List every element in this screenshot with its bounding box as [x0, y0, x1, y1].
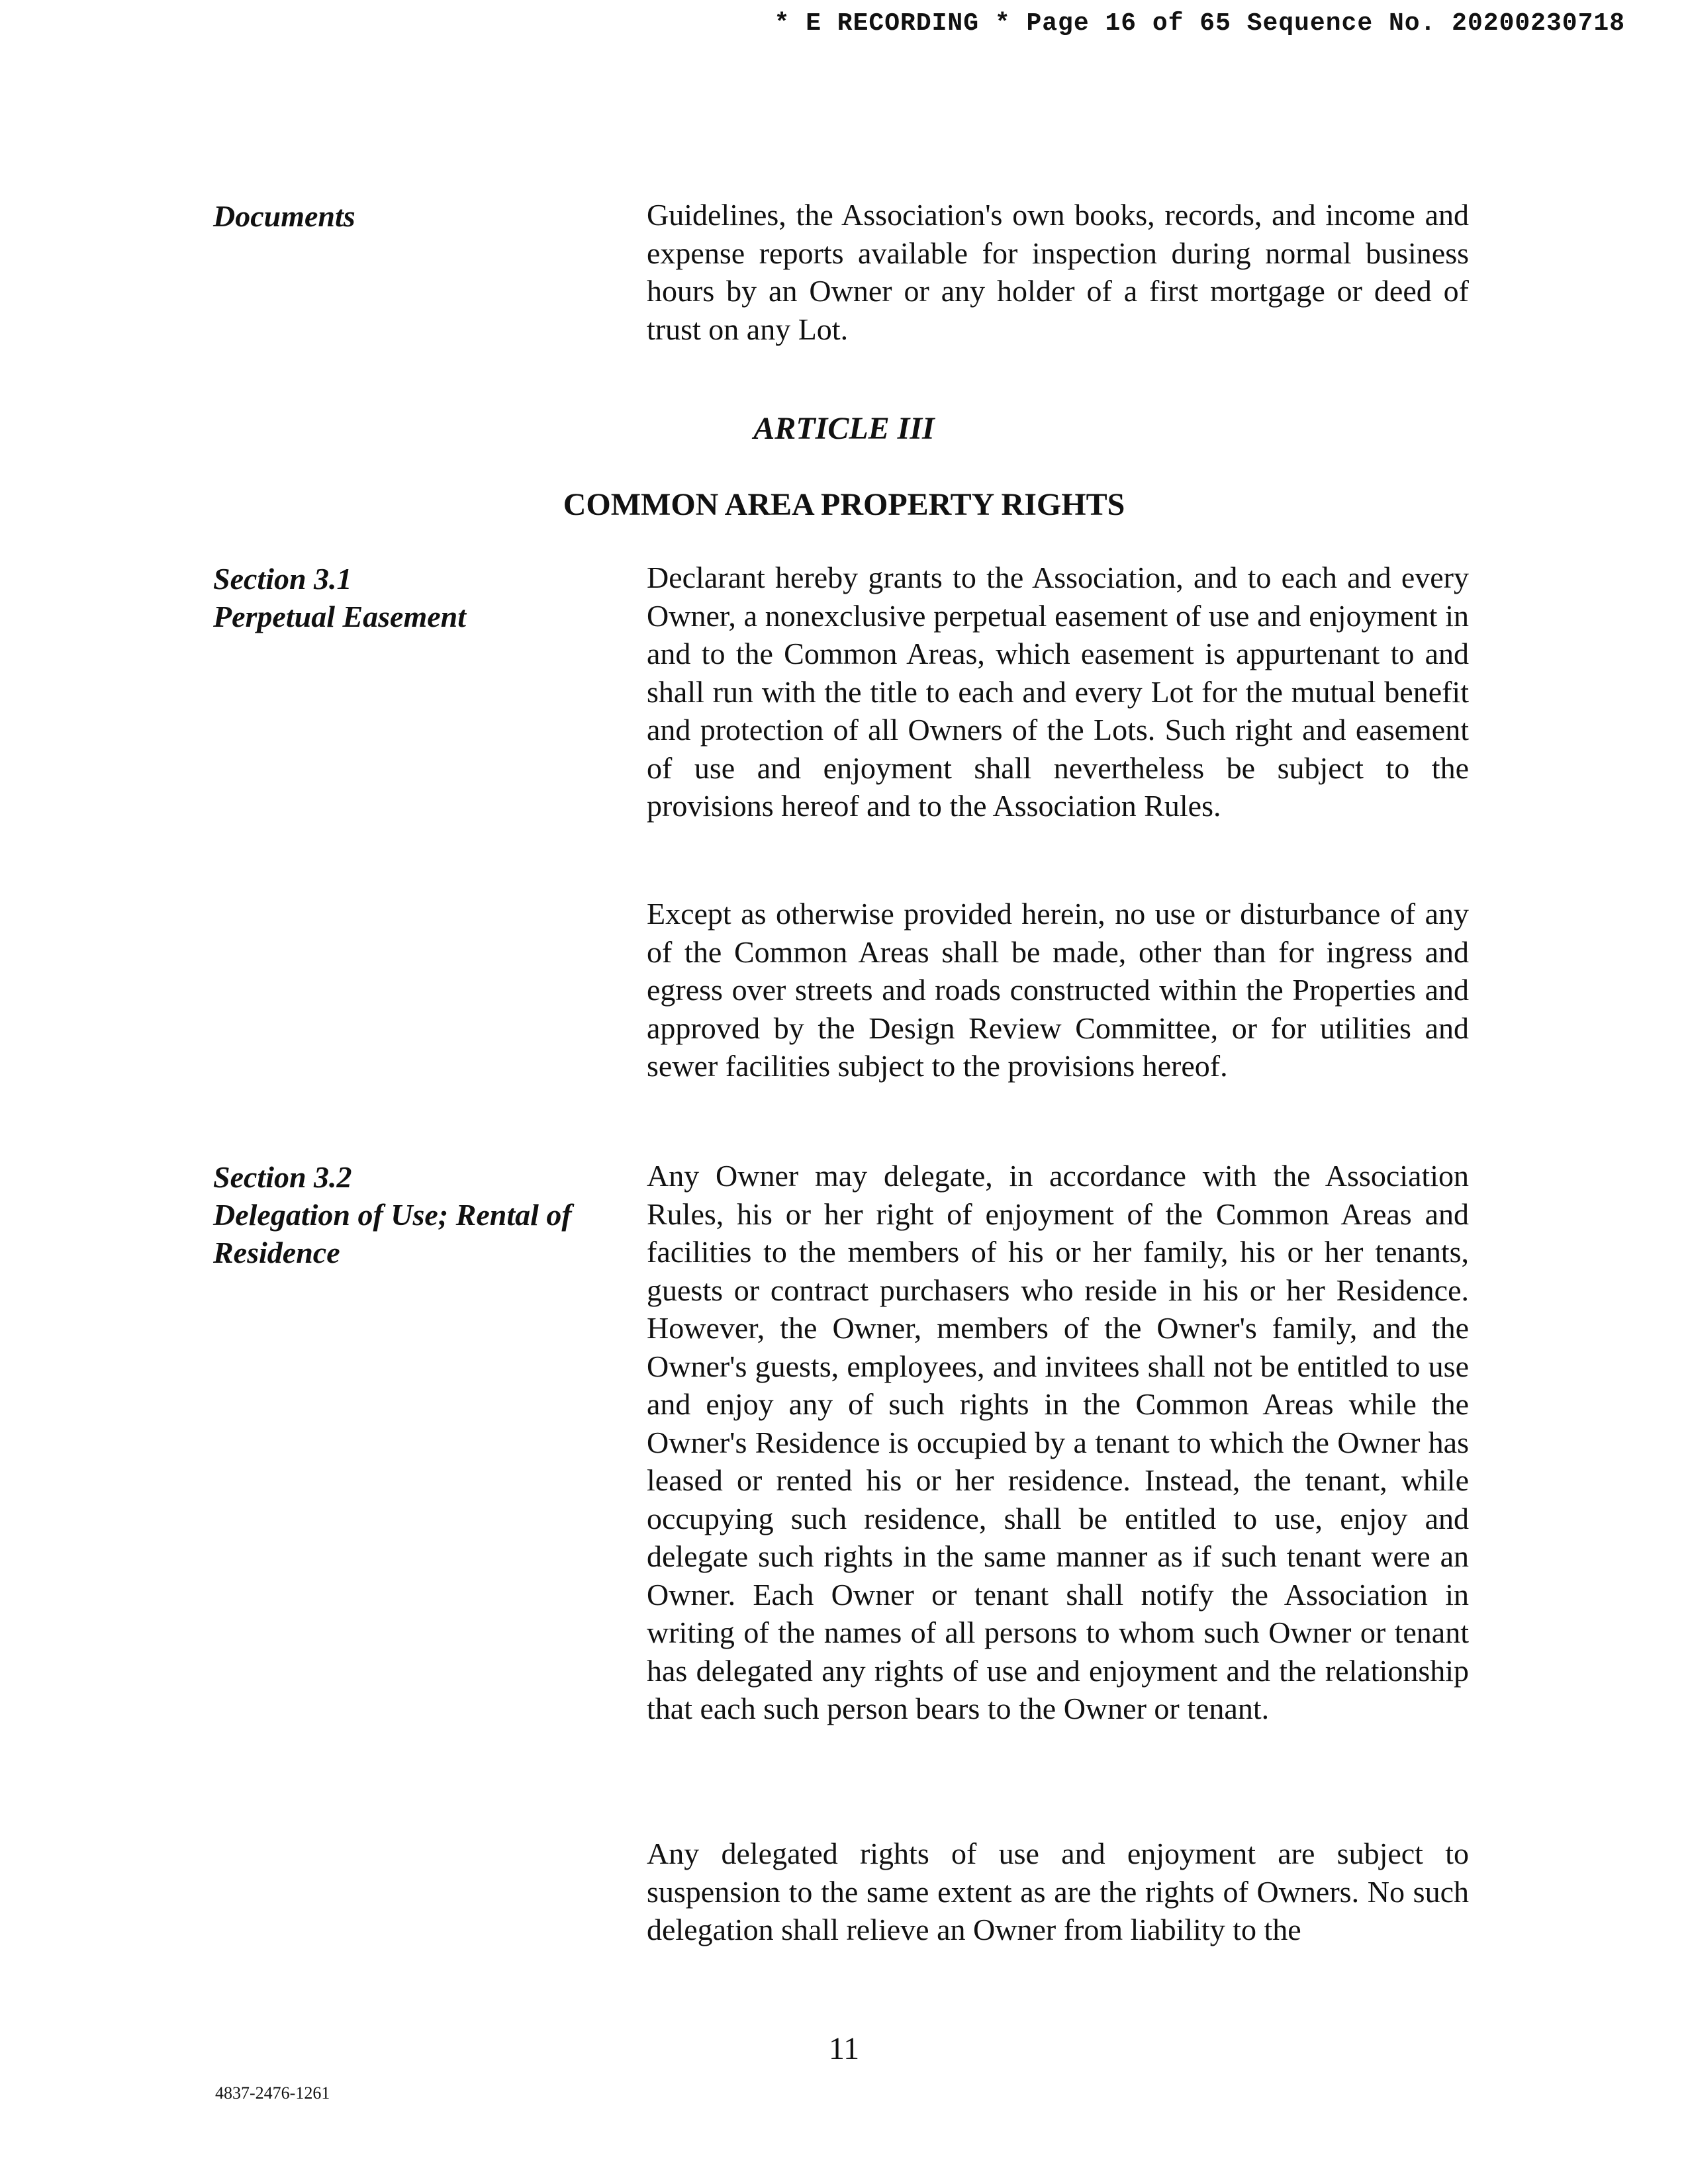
- section-3-1-title: Perpetual Easement: [213, 600, 467, 633]
- continuation-label: Documents: [213, 199, 355, 233]
- recording-header: * E RECORDING * Page 16 of 65 Sequence No. 20200230718: [774, 9, 1625, 38]
- section-3-2-label: [213, 1158, 624, 1271]
- page-number: 11: [828, 2031, 860, 2066]
- document-id: 4837-2476-1261: [215, 2083, 330, 2103]
- section-3-1-label: [213, 560, 624, 635]
- section-3-1-number: Section 3.1: [213, 562, 352, 596]
- section-3-2-title-line-1: Delegation of Use; Rental of: [213, 1198, 572, 1232]
- section-3-1-paragraph-2: Except as otherwise provided herein, no use or disturbance of any of the Common Areas shall be made, other than for ingress and egress over streets and roads constructed within the Properties and approved by the Design Review Committee, or for utilities and sewer facilities subject to the provisions hereof.: [647, 897, 1469, 1083]
- section-3-2-paragraph-2: Any delegated rights of use and enjoyment are subject to suspension to the same extent as are the rights of Owners. No such delegation shall relieve an Owner from liability to the: [647, 1837, 1469, 1946]
- article-title: COMMON AREA PROPERTY RIGHTS: [563, 487, 1125, 522]
- section-3-2-title-line-2: Residence: [213, 1236, 340, 1269]
- section-3-2-number: Section 3.2: [213, 1160, 352, 1194]
- section-3-2-paragraph-1: Any Owner may delegate, in accordance with the Association Rules, his or her right of enjoyment of the Common Areas and facilities to the members of his or her family, his or her tenants, guests or contract purchasers who reside in his or her Residence. However, the Owner, members of the Owner's family, and the Owner's guests, employees, and invitees shall not be entitled to use and enjoy any of such rights in the Common Areas while the Owner's Residence is occupied by a tenant to which the Owner has leased or rented his or her residence. Instead, the tenant, while occupying such residence, shall be entitled to use, enjoy and delegate such rights in the same manner as if such tenant were an Owner. Each Owner or tenant shall notify the Association in writing of the names of all persons to whom such Owner or tenant has delegated any rights of use and enjoyment and the relationship that each such person bears to the Owner or tenant.: [647, 1159, 1469, 1725]
- article-heading: ARTICLE III: [753, 411, 935, 446]
- continuation-paragraph: Guidelines, the Association's own books, records, and income and expense reports available for inspection during normal business hours by an Owner or any holder of a first mortgage or deed of trust on any Lot.: [647, 198, 1469, 346]
- section-3-1-paragraph-1: Declarant hereby grants to the Association, and to each and every Owner, a nonexclusive perpetual easement of use and enjoyment in and to the Common Areas, which easement is appurtenant to and shall run with the title to each and every Lot for the mutual benefit and protection of all Owners of the Lots. Such right and easement of use and enjoyment shall nevertheless be subject to the provisions hereof and to the Association Rules.: [647, 561, 1469, 823]
